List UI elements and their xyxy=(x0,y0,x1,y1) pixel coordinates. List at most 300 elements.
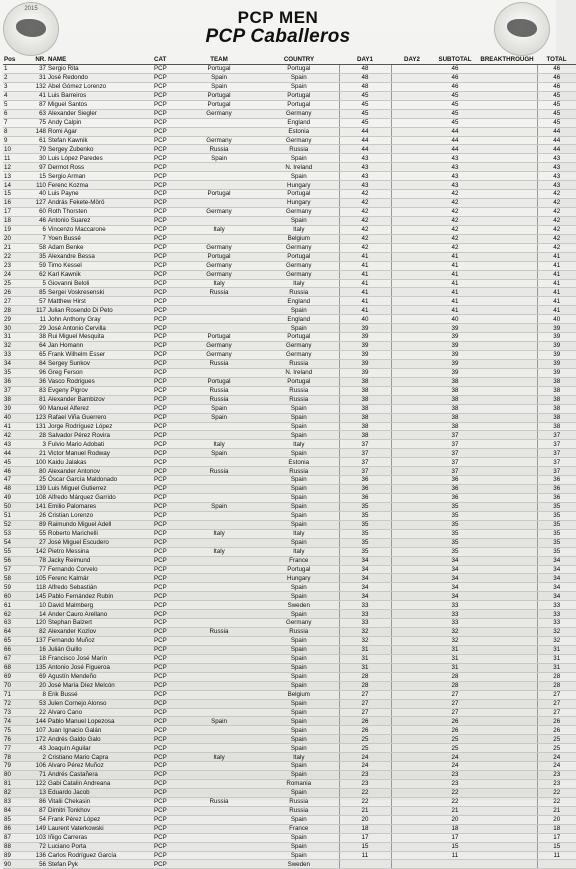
cell-team: Spain xyxy=(179,404,259,413)
cell-cat: PCP xyxy=(153,601,179,610)
cell-total: 38 xyxy=(537,386,576,395)
cell-total: 41 xyxy=(537,270,576,279)
cell-day1: 23 xyxy=(339,780,391,789)
cell-breakthrough xyxy=(477,324,537,333)
cell-breakthrough xyxy=(477,833,537,842)
cell-day2 xyxy=(391,100,433,109)
table-row xyxy=(3,127,576,136)
cell-team xyxy=(179,788,259,797)
table-row xyxy=(3,225,576,234)
cell-pos: 83 xyxy=(3,797,21,806)
cell-country: Hungary xyxy=(259,181,339,190)
cell-day1: 36 xyxy=(339,494,391,503)
cell-country: Germany xyxy=(259,243,339,252)
cell-country: Germany xyxy=(259,270,339,279)
cell-country: Germany xyxy=(259,109,339,118)
cell-day2 xyxy=(391,270,433,279)
cell-total: 24 xyxy=(537,762,576,771)
cell-total: 33 xyxy=(537,610,576,619)
cell-country: England xyxy=(259,297,339,306)
cell-country: Hungary xyxy=(259,574,339,583)
cell-breakthrough xyxy=(477,663,537,672)
cell-name: José Antonio Cervilla xyxy=(47,324,153,333)
cell-team: Spain xyxy=(179,502,259,511)
cell-name: Manuel Alferez xyxy=(47,404,153,413)
cell-total: 41 xyxy=(537,288,576,297)
cell-day2 xyxy=(391,359,433,368)
cell-cat: PCP xyxy=(153,163,179,172)
cell-nr: 10 xyxy=(21,601,47,610)
cell-team: Russia xyxy=(179,386,259,395)
cell-breakthrough xyxy=(477,377,537,386)
cell-name: Francisco José Marín xyxy=(47,654,153,663)
cell-subtotal: 41 xyxy=(433,288,477,297)
cell-day2 xyxy=(391,73,433,82)
cell-team: Russia xyxy=(179,288,259,297)
cell-cat: PCP xyxy=(153,815,179,824)
table-row xyxy=(3,449,576,458)
cell-team: Portugal xyxy=(179,91,259,100)
cell-breakthrough xyxy=(477,726,537,735)
table-row xyxy=(3,556,576,565)
table-row xyxy=(3,645,576,654)
cell-subtotal: 39 xyxy=(433,324,477,333)
cell-pos: 63 xyxy=(3,619,21,628)
col-total: TOTAL xyxy=(537,56,576,65)
cell-total: 42 xyxy=(537,243,576,252)
cell-pos: 7 xyxy=(3,118,21,127)
cell-day1: 33 xyxy=(339,610,391,619)
cell-subtotal: 38 xyxy=(433,395,477,404)
cell-subtotal: 45 xyxy=(433,109,477,118)
cell-cat: PCP xyxy=(153,726,179,735)
cell-total: 36 xyxy=(537,485,576,494)
cell-subtotal: 15 xyxy=(433,842,477,851)
cell-team xyxy=(179,681,259,690)
cell-subtotal xyxy=(433,860,477,869)
cell-total: 23 xyxy=(537,771,576,780)
cell-breakthrough xyxy=(477,440,537,449)
cell-cat: PCP xyxy=(153,449,179,458)
cell-day2 xyxy=(391,672,433,681)
cell-day2 xyxy=(391,511,433,520)
cell-nr: 137 xyxy=(21,637,47,646)
cell-subtotal: 32 xyxy=(433,628,477,637)
cell-subtotal: 26 xyxy=(433,717,477,726)
cell-nr: 131 xyxy=(21,422,47,431)
cell-team xyxy=(179,833,259,842)
cell-country: Spain xyxy=(259,172,339,181)
cell-day2 xyxy=(391,145,433,154)
cell-cat: PCP xyxy=(153,592,179,601)
cell-nr: 62 xyxy=(21,270,47,279)
col-cat: CAT xyxy=(153,56,179,65)
table-row xyxy=(3,297,576,306)
cell-name: Iñigo Carreras xyxy=(47,833,153,842)
cell-breakthrough xyxy=(477,100,537,109)
cell-day2 xyxy=(391,172,433,181)
cell-pos: 80 xyxy=(3,771,21,780)
cell-nr: 110 xyxy=(21,181,47,190)
cell-day1: 35 xyxy=(339,538,391,547)
cell-breakthrough xyxy=(477,681,537,690)
cell-pos: 57 xyxy=(3,565,21,574)
cell-cat: PCP xyxy=(153,654,179,663)
cell-subtotal: 37 xyxy=(433,449,477,458)
cell-subtotal: 22 xyxy=(433,797,477,806)
cell-cat: PCP xyxy=(153,377,179,386)
cell-team: Russia xyxy=(179,359,259,368)
cell-country: Spain xyxy=(259,511,339,520)
cell-nr: 96 xyxy=(21,368,47,377)
cell-day1: 28 xyxy=(339,681,391,690)
cell-breakthrough xyxy=(477,538,537,547)
cell-breakthrough xyxy=(477,547,537,556)
cell-day2 xyxy=(391,771,433,780)
cell-breakthrough xyxy=(477,216,537,225)
cell-pos: 87 xyxy=(3,833,21,842)
cell-name: Fulvio Mario Adobati xyxy=(47,440,153,449)
cell-country: Spain xyxy=(259,762,339,771)
cell-country: Spain xyxy=(259,735,339,744)
cell-day1: 25 xyxy=(339,744,391,753)
cell-breakthrough xyxy=(477,628,537,637)
table-row xyxy=(3,243,576,252)
cell-breakthrough xyxy=(477,306,537,315)
cell-team: Portugal xyxy=(179,377,259,386)
cell-total: 11 xyxy=(537,851,576,860)
cell-country: Germany xyxy=(259,342,339,351)
cell-subtotal: 42 xyxy=(433,243,477,252)
table-row xyxy=(3,100,576,109)
col-pos: Pos xyxy=(3,56,21,65)
cell-pos: 46 xyxy=(3,467,21,476)
table-header xyxy=(3,56,576,65)
cell-breakthrough xyxy=(477,449,537,458)
cell-country: France xyxy=(259,556,339,565)
cell-pos: 16 xyxy=(3,199,21,208)
cell-team: Russia xyxy=(179,797,259,806)
cell-pos: 6 xyxy=(3,109,21,118)
cell-day2 xyxy=(391,610,433,619)
cell-team xyxy=(179,172,259,181)
cell-day1: 41 xyxy=(339,261,391,270)
cell-day1: 37 xyxy=(339,467,391,476)
cell-pos: 34 xyxy=(3,359,21,368)
cell-cat: PCP xyxy=(153,190,179,199)
cell-cat: PCP xyxy=(153,833,179,842)
cell-breakthrough xyxy=(477,431,537,440)
cell-team xyxy=(179,708,259,717)
cell-pos: 14 xyxy=(3,181,21,190)
cell-nr: 43 xyxy=(21,744,47,753)
cell-day2 xyxy=(391,574,433,583)
cell-cat: PCP xyxy=(153,699,179,708)
cell-nr: 35 xyxy=(21,252,47,261)
cell-subtotal: 28 xyxy=(433,672,477,681)
cell-breakthrough xyxy=(477,234,537,243)
cell-subtotal: 39 xyxy=(433,351,477,360)
cell-country: Spain xyxy=(259,73,339,82)
cell-nr: 108 xyxy=(21,494,47,503)
cell-pos: 25 xyxy=(3,279,21,288)
cell-day1: 38 xyxy=(339,431,391,440)
table-row xyxy=(3,610,576,619)
cell-day1: 24 xyxy=(339,762,391,771)
cell-nr: 103 xyxy=(21,833,47,842)
cell-total: 34 xyxy=(537,583,576,592)
cell-day2 xyxy=(391,190,433,199)
cell-day2 xyxy=(391,619,433,628)
cell-day1: 21 xyxy=(339,806,391,815)
cell-team xyxy=(179,216,259,225)
cell-day1: 22 xyxy=(339,797,391,806)
cell-nr: 118 xyxy=(21,583,47,592)
cell-breakthrough xyxy=(477,82,537,91)
cell-country: Germany xyxy=(259,351,339,360)
table-row xyxy=(3,494,576,503)
cell-name: Matthew Hirst xyxy=(47,297,153,306)
cell-country: Portugal xyxy=(259,252,339,261)
cell-day1: 27 xyxy=(339,699,391,708)
cell-breakthrough xyxy=(477,181,537,190)
cell-pos: 79 xyxy=(3,762,21,771)
cell-name: Pablo Manuel Lopezosa xyxy=(47,717,153,726)
cell-subtotal: 37 xyxy=(433,467,477,476)
cell-cat: PCP xyxy=(153,208,179,217)
table-row xyxy=(3,91,576,100)
cell-name: Dimitri Tonkhov xyxy=(47,806,153,815)
table-row xyxy=(3,73,576,82)
cell-team: Germany xyxy=(179,109,259,118)
cell-day2 xyxy=(391,476,433,485)
cell-day1: 45 xyxy=(339,109,391,118)
cell-name: Carlos Rodríguez García xyxy=(47,851,153,860)
table-row xyxy=(3,485,576,494)
table-row xyxy=(3,637,576,646)
cell-cat: PCP xyxy=(153,324,179,333)
cell-name: András Fekete-Mörö xyxy=(47,199,153,208)
cell-breakthrough xyxy=(477,252,537,261)
cell-cat: PCP xyxy=(153,574,179,583)
cell-country: Russia xyxy=(259,797,339,806)
cell-day2 xyxy=(391,404,433,413)
cell-day2 xyxy=(391,851,433,860)
cell-country: Portugal xyxy=(259,377,339,386)
cell-cat: PCP xyxy=(153,270,179,279)
cell-name: Sergey Zubenko xyxy=(47,145,153,154)
cell-cat: PCP xyxy=(153,744,179,753)
cell-team xyxy=(179,735,259,744)
cell-subtotal: 36 xyxy=(433,485,477,494)
cell-total: 28 xyxy=(537,672,576,681)
cell-day1: 42 xyxy=(339,190,391,199)
cell-total: 17 xyxy=(537,833,576,842)
cell-team xyxy=(179,672,259,681)
cell-country: England xyxy=(259,315,339,324)
cell-total: 15 xyxy=(537,842,576,851)
table-row xyxy=(3,529,576,538)
cell-nr: 172 xyxy=(21,735,47,744)
cell-total: 37 xyxy=(537,458,576,467)
cell-country: Italy xyxy=(259,529,339,538)
cell-subtotal: 34 xyxy=(433,556,477,565)
cell-day2 xyxy=(391,583,433,592)
cell-total: 21 xyxy=(537,806,576,815)
cell-day1: 32 xyxy=(339,628,391,637)
cell-team xyxy=(179,637,259,646)
cell-breakthrough xyxy=(477,127,537,136)
cell-total: 35 xyxy=(537,529,576,538)
cell-day2 xyxy=(391,520,433,529)
cell-pos: 36 xyxy=(3,377,21,386)
cell-breakthrough xyxy=(477,502,537,511)
cell-breakthrough xyxy=(477,91,537,100)
cell-name: Óscar García Maldonado xyxy=(47,476,153,485)
table-row xyxy=(3,216,576,225)
cell-subtotal: 26 xyxy=(433,726,477,735)
table-row xyxy=(3,440,576,449)
cell-name: Vitalii Chekasin xyxy=(47,797,153,806)
cell-breakthrough xyxy=(477,413,537,422)
cell-breakthrough xyxy=(477,520,537,529)
cell-breakthrough xyxy=(477,422,537,431)
cell-subtotal: 18 xyxy=(433,824,477,833)
cell-day1: 35 xyxy=(339,547,391,556)
table-row xyxy=(3,65,576,74)
cell-name: Ander Cauro Arellano xyxy=(47,610,153,619)
cell-subtotal: 42 xyxy=(433,199,477,208)
cell-cat: PCP xyxy=(153,154,179,163)
cell-pos: 78 xyxy=(3,753,21,762)
cell-subtotal: 35 xyxy=(433,538,477,547)
cell-cat: PCP xyxy=(153,65,179,74)
cell-nr: 41 xyxy=(21,91,47,100)
cell-breakthrough xyxy=(477,467,537,476)
cell-team: Italy xyxy=(179,753,259,762)
cell-name: Romi Agar xyxy=(47,127,153,136)
cell-pos: 22 xyxy=(3,252,21,261)
cell-nr: 83 xyxy=(21,386,47,395)
table-row xyxy=(3,788,576,797)
cell-day1: 38 xyxy=(339,377,391,386)
cell-day2 xyxy=(391,118,433,127)
cell-country: Portugal xyxy=(259,565,339,574)
cell-day1: 26 xyxy=(339,717,391,726)
cell-name: Cristian Lorenzo xyxy=(47,511,153,520)
cell-nr: 57 xyxy=(21,297,47,306)
cell-total: 45 xyxy=(537,109,576,118)
cell-country: Spain xyxy=(259,842,339,851)
cell-total: 22 xyxy=(537,788,576,797)
cell-nr: 136 xyxy=(21,851,47,860)
table-row xyxy=(3,583,576,592)
cell-name: Fernando Muñoz xyxy=(47,637,153,646)
cell-country: Italy xyxy=(259,225,339,234)
table-row xyxy=(3,520,576,529)
table-row xyxy=(3,753,576,762)
cell-country: Hungary xyxy=(259,199,339,208)
cell-cat: PCP xyxy=(153,753,179,762)
cell-cat: PCP xyxy=(153,306,179,315)
cell-day1: 45 xyxy=(339,100,391,109)
cell-breakthrough xyxy=(477,342,537,351)
cell-name: Timo Kessel xyxy=(47,261,153,270)
cell-nr: 6 xyxy=(21,225,47,234)
cell-day2 xyxy=(391,243,433,252)
cell-day1: 37 xyxy=(339,440,391,449)
cell-subtotal: 35 xyxy=(433,529,477,538)
cell-country: Portugal xyxy=(259,91,339,100)
cell-name: Gabi Catalin Andreana xyxy=(47,780,153,789)
cell-country: Russia xyxy=(259,359,339,368)
cell-total: 43 xyxy=(537,163,576,172)
cell-name: Ferenc Kozma xyxy=(47,181,153,190)
cell-country: N. Ireland xyxy=(259,368,339,377)
cell-subtotal: 41 xyxy=(433,297,477,306)
cell-day1: 34 xyxy=(339,583,391,592)
cell-country: Spain xyxy=(259,708,339,717)
cell-day1: 33 xyxy=(339,601,391,610)
cell-breakthrough xyxy=(477,458,537,467)
cell-total: 34 xyxy=(537,565,576,574)
table-row xyxy=(3,538,576,547)
cell-country: Portugal xyxy=(259,65,339,74)
cell-breakthrough xyxy=(477,199,537,208)
table-row xyxy=(3,663,576,672)
cell-pos: 35 xyxy=(3,368,21,377)
cell-team xyxy=(179,431,259,440)
cell-cat: PCP xyxy=(153,422,179,431)
cell-team xyxy=(179,780,259,789)
cell-cat: PCP xyxy=(153,386,179,395)
cell-breakthrough xyxy=(477,494,537,503)
cell-cat: PCP xyxy=(153,824,179,833)
cell-nr: 63 xyxy=(21,109,47,118)
cell-subtotal: 46 xyxy=(433,65,477,74)
cell-pos: 43 xyxy=(3,440,21,449)
cell-day2 xyxy=(391,815,433,824)
cell-country: Spain xyxy=(259,610,339,619)
cell-day2 xyxy=(391,368,433,377)
cell-pos: 17 xyxy=(3,208,21,217)
cell-team xyxy=(179,556,259,565)
cell-subtotal: 39 xyxy=(433,368,477,377)
cell-day2 xyxy=(391,315,433,324)
cell-team xyxy=(179,565,259,574)
cell-cat: PCP xyxy=(153,127,179,136)
cell-total: 31 xyxy=(537,654,576,663)
cell-day1: 43 xyxy=(339,172,391,181)
cell-breakthrough xyxy=(477,842,537,851)
table-row xyxy=(3,699,576,708)
cell-subtotal: 21 xyxy=(433,806,477,815)
cell-team xyxy=(179,842,259,851)
cell-nr: 105 xyxy=(21,574,47,583)
table-row xyxy=(3,422,576,431)
cell-team xyxy=(179,806,259,815)
cell-name: Andrés Castañera xyxy=(47,771,153,780)
cell-nr: 14 xyxy=(21,610,47,619)
cell-cat: PCP xyxy=(153,261,179,270)
cell-name: Luis Payne xyxy=(47,190,153,199)
cell-team xyxy=(179,118,259,127)
cell-pos: 12 xyxy=(3,163,21,172)
cell-day2 xyxy=(391,225,433,234)
table-row xyxy=(3,619,576,628)
cell-country: Spain xyxy=(259,699,339,708)
cell-total: 25 xyxy=(537,735,576,744)
